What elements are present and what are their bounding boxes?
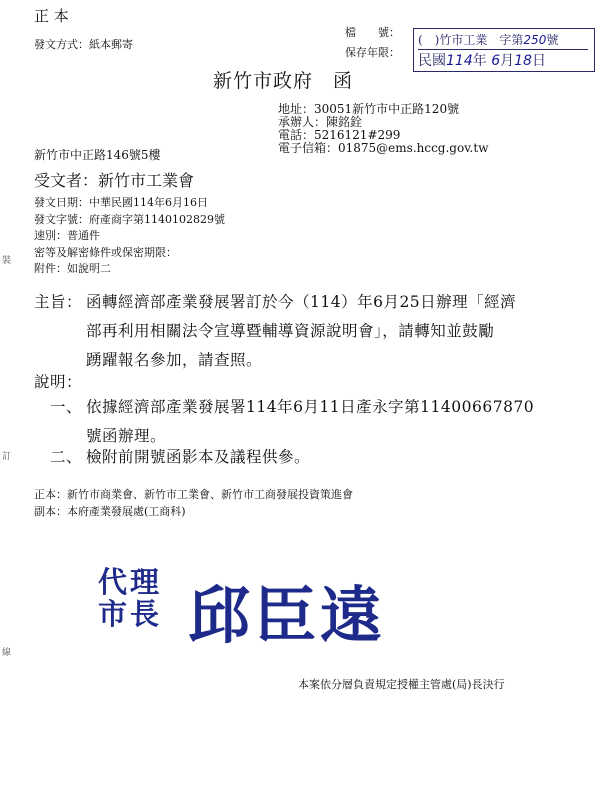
stamp-word-prefix: 字第 [499,33,524,47]
explanation-item-2-num: 二、 [50,448,83,466]
contact-address: 地址：30051新竹市中正路120號 [278,102,460,116]
issue-date: 發文日期：中華民國114年6月16日 [34,196,208,209]
stamp-day-unit: 日 [531,53,546,69]
stamp-day: 18 [514,53,532,69]
copy-type: 正 本 [34,7,69,25]
stamp-month: 6 [491,53,501,69]
explanation-item-1-line-1: 依據經濟部產業發展署114年6月11日產永字第11400667870 [86,398,535,416]
security-level: 密等及解密條件或保密期限： [34,245,177,259]
speed: 速別：普通件 [34,229,100,242]
stamp-number: 250 [523,33,547,47]
binding-mark-2: 訂 [2,452,12,462]
contact-handler: 承辦人：陳銘銓 [278,115,363,129]
stamp-suffix: 號 [546,33,559,47]
distribution-copy: 副本：本府產業發展處(工商科) [34,505,186,518]
stamp-year-unit: 年 [472,53,487,69]
signature-title [98,566,162,630]
recipient-address: 新竹市中正路146號5樓 [34,148,161,162]
distribution-block [34,486,353,520]
signature-acting: 代理 [98,565,163,599]
stamp-number-row: ( )竹市工業 字第250號 [418,33,559,47]
stamp-era: 民國 [418,53,446,69]
subject-label: 主旨： [34,293,83,311]
binding-mark-1: 裝 [2,256,12,266]
subject-body [86,288,516,375]
recipient: 受文者：新竹市工業會 [34,171,195,190]
explanation-item-2: 檢附前開號函影本及議程供參。 [86,448,311,466]
signature-name: 邱臣遠 [188,579,387,652]
explanation-item-1-num: 一、 [50,398,83,416]
subject-line-1: 函轉經濟部產業發展署訂於今（114）年6月25日辦理「經濟 [86,293,517,311]
document-title: 新竹市政府 函 [213,70,354,92]
signature-mayor: 市長 [98,597,163,631]
stamp-month-unit: 月 [500,53,515,69]
meta-block [34,195,225,278]
binding-mark-3: 線 [2,648,12,658]
subject-line-3: 踴躍報名參加，請查照。 [86,351,263,369]
retention-label: 保存年限： [345,46,400,59]
explanation-label: 說明： [34,373,83,391]
send-method: 發文方式：紙本郵寄 [34,38,133,51]
reference-number: 發文字號：府產商字第1140102829號 [34,212,225,226]
authorization-note: 本案依分層負責規定授權主管處(局)長決行 [298,678,505,691]
file-no-label: 檔 號： [345,26,400,39]
stamp-date-row [418,49,588,70]
contact-email: 電子信箱：01875@ems.hccg.gov.tw [278,141,489,155]
stamp-year: 114 [446,53,473,69]
receipt-stamp [413,28,595,72]
attachment: 附件：如說明二 [34,262,111,275]
distribution-original: 正本：新竹市商業會、新竹市工業會、新竹市工商發展投資策進會 [34,488,353,501]
explanation-item-1-line-2: 號函辦理。 [86,427,167,445]
stamp-org: 竹市工業 [439,33,488,47]
contact-phone: 電話：5216121#299 [278,128,401,142]
subject-line-2: 部再利用相關法令宣導暨輔導資源說明會」，請轉知並鼓勵 [86,322,495,340]
contact-block [278,103,488,155]
